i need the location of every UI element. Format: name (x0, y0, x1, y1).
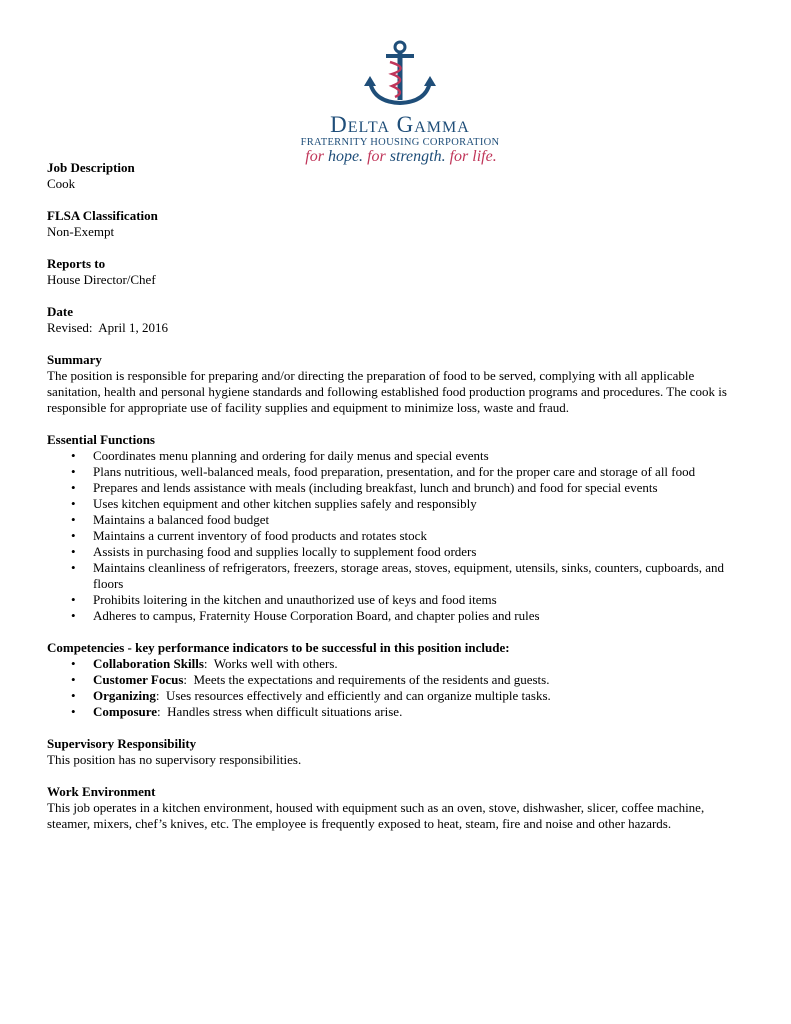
work-environment-section (47, 784, 747, 832)
competency-item (93, 672, 747, 688)
tagline-life: life. (468, 148, 497, 165)
essential-item: • Coordinates menu planning and ordering for daily menus and special events (93, 448, 747, 464)
tagline-strength: strength. (385, 148, 450, 165)
summary-heading: Summary (47, 352, 102, 367)
job-heading: Job Description (47, 160, 135, 175)
flsa-section (47, 208, 747, 240)
anchor-icon (362, 40, 438, 110)
essential-item: • Assists in purchasing food and supplies locally to supplement food orders (93, 544, 747, 560)
competency-term: Customer Focus (93, 672, 184, 687)
essential-list (47, 448, 747, 624)
environment-text: This job operates in a kitchen environment, housed with equipment such as an oven, stove, dishwasher, slicer, coffee machine, steamer, mixers, chef’s knives, etc. The employee is frequently exposed to heat, steam, fire and noise and other hazards. (47, 800, 705, 831)
reports-heading: Reports to (47, 256, 106, 271)
competency-item (93, 688, 747, 704)
essential-functions-section (47, 432, 747, 624)
competencies-list (47, 656, 747, 720)
essential-item: • Adheres to campus, Fraternity House Corporation Board, and chapter polies and rules (93, 608, 747, 624)
competency-term: Collaboration Skills (93, 656, 204, 671)
reports-section (47, 256, 747, 288)
logo-subtitle: FRATERNITY HOUSING CORPORATION (300, 137, 500, 148)
date-value: Revised: April 1, 2016 (47, 320, 168, 335)
date-section (47, 304, 747, 336)
essential-item: • Prepares and lends assistance with meals (including breakfast, lunch and brunch) and food for special events (93, 480, 747, 496)
delta-gamma-logo (270, 40, 530, 168)
environment-heading: Work Environment (47, 784, 156, 799)
supervisory-section (47, 736, 747, 768)
competency-desc: : Handles stress when difficult situations arise. (157, 704, 403, 719)
competency-desc: : Uses resources effectively and efficiently and can organize multiple tasks. (155, 688, 551, 703)
tagline-hope: hope. (323, 148, 368, 165)
job-value: Cook (47, 176, 76, 191)
competency-desc: : Works well with others. (203, 656, 338, 671)
reports-value: House Director/Chef (47, 272, 156, 287)
summary-text: The position is responsible for preparing and/or directing the preparation of food to be served, complying with all applicable sanitation, health and personal hygiene standards and following established food production programs and procedures. The cook is responsible for appropriate use of facility supplies and equipment to minimize loss, waste and fraud. (47, 368, 727, 415)
competency-item (93, 704, 747, 720)
competency-desc: : Meets the expectations and requirements of the residents and guests. (183, 672, 550, 687)
essential-heading: Essential Functions (47, 432, 155, 447)
competencies-heading: Competencies - key performance indicators to be successful in this position include: (47, 640, 510, 655)
supervisory-heading: Supervisory Responsibility (47, 736, 197, 751)
supervisory-text: This position has no supervisory responsibilities. (47, 752, 302, 767)
essential-item: • Maintains a current inventory of food products and rotates stock (93, 528, 747, 544)
summary-section (47, 352, 747, 416)
essential-item: • Uses kitchen equipment and other kitchen supplies safely and responsibly (93, 496, 747, 512)
logo-name: Delta Gamma (330, 112, 470, 137)
competency-term: Composure (93, 704, 158, 719)
tagline-for-2: for (367, 148, 386, 165)
competencies-section (47, 640, 747, 720)
competency-term: Organizing (93, 688, 156, 703)
essential-item: • Plans nutritious, well-balanced meals, food preparation, presentation, and for the proper care and storage of all food (93, 464, 747, 480)
flsa-heading: FLSA Classification (47, 208, 158, 223)
tagline-for-3: for (449, 148, 469, 165)
competency-item (93, 656, 747, 672)
essential-item: • Maintains a balanced food budget (93, 512, 747, 528)
essential-item: • Maintains cleanliness of refrigerators, freezers, storage areas, stoves, equipment, utensils, sinks, counters, cupboards, and floors (93, 560, 747, 592)
tagline-for-1: for (305, 148, 324, 165)
job-section (47, 160, 747, 192)
essential-item: • Prohibits loitering in the kitchen and unauthorized use of keys and food items (93, 592, 747, 608)
date-heading: Date (47, 304, 73, 319)
job-description-document (47, 160, 747, 848)
flsa-value: Non-Exempt (47, 224, 115, 239)
